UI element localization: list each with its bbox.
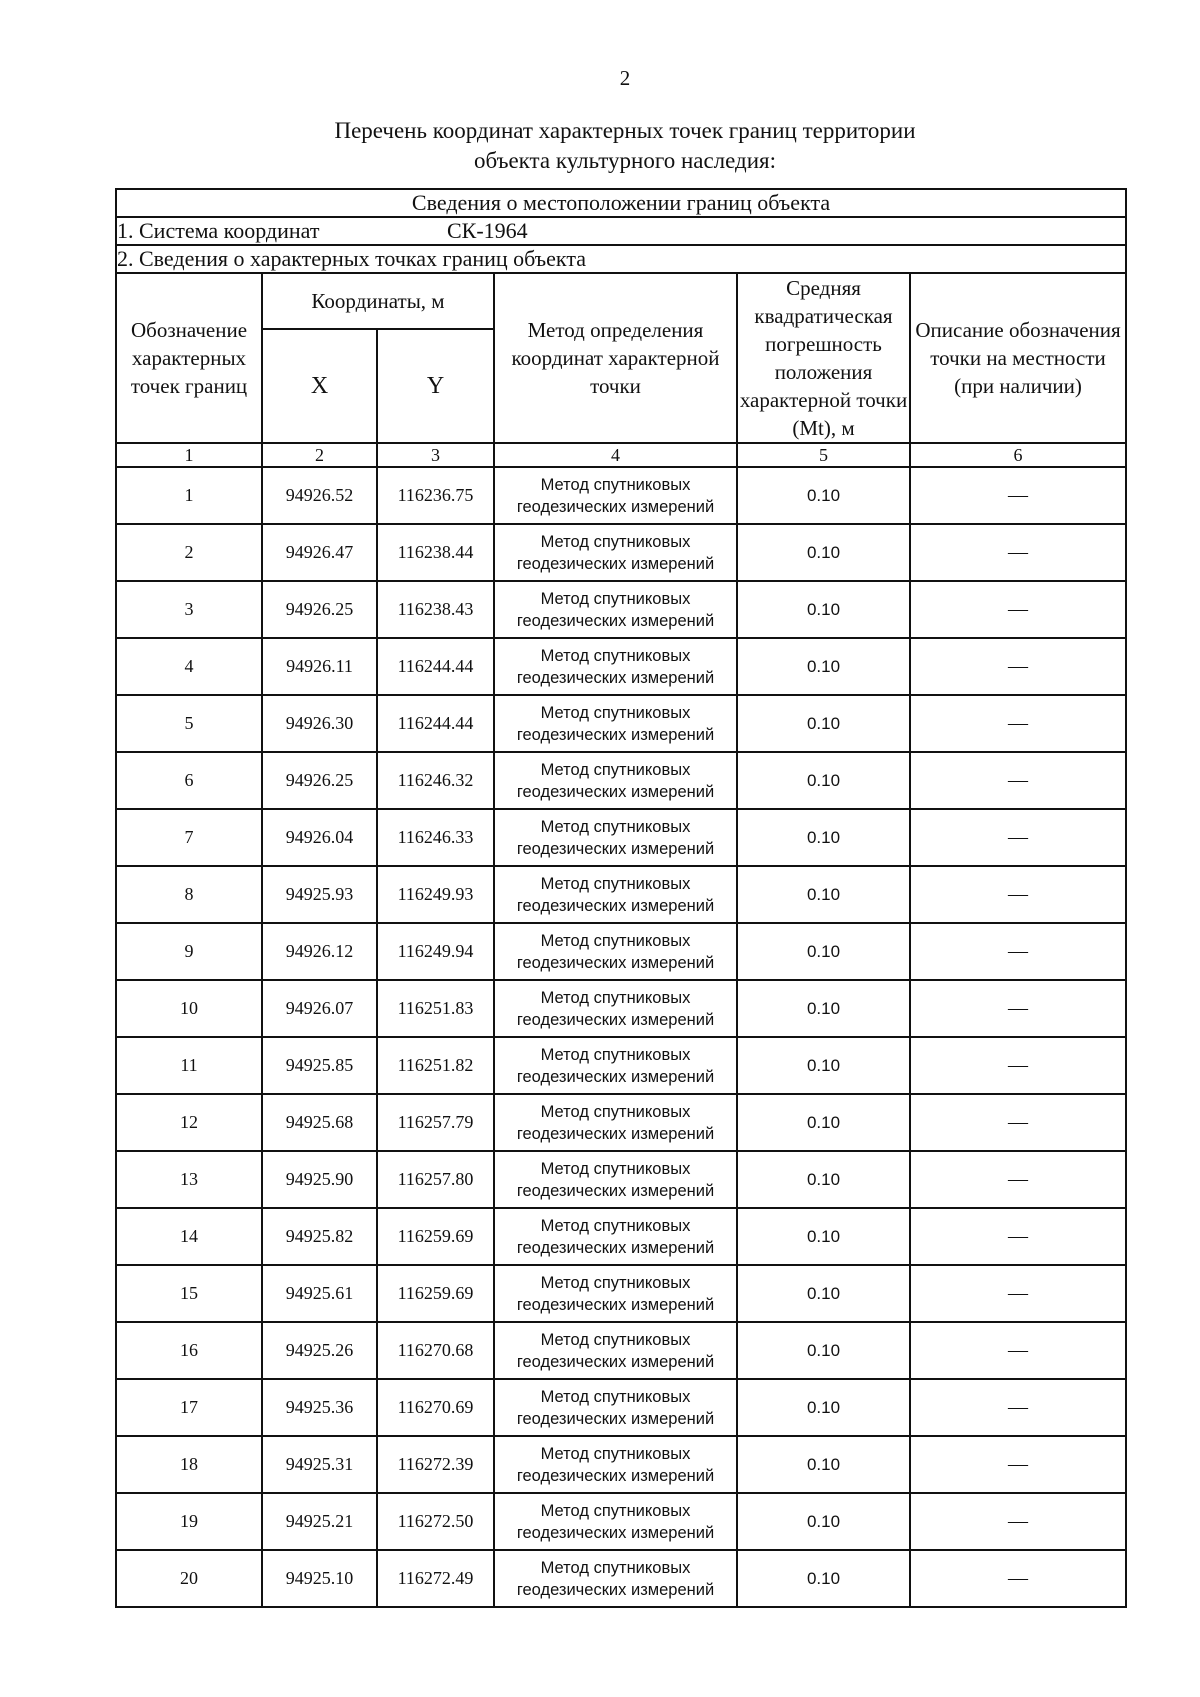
coord-y: 116244.44 xyxy=(377,695,494,752)
method-cell: Метод спутниковых геодезических измерений xyxy=(494,866,737,923)
description-cell: — xyxy=(910,1436,1126,1493)
table-row xyxy=(116,581,1126,638)
coord-x: 94926.04 xyxy=(262,809,377,866)
header-accuracy: Средняя квадратическая погрешность положения характерной точки (Mt), м xyxy=(737,273,910,443)
table-row xyxy=(116,866,1126,923)
column-number: 1 xyxy=(116,443,262,467)
description-cell: — xyxy=(910,980,1126,1037)
description-cell: — xyxy=(910,1208,1126,1265)
coord-y: 116249.94 xyxy=(377,923,494,980)
coord-x: 94925.90 xyxy=(262,1151,377,1208)
description-cell: — xyxy=(910,1550,1126,1607)
point-number: 18 xyxy=(116,1436,262,1493)
coord-x: 94926.11 xyxy=(262,638,377,695)
coord-y: 116270.68 xyxy=(377,1322,494,1379)
description-cell: — xyxy=(910,866,1126,923)
description-cell: — xyxy=(910,695,1126,752)
description-cell: — xyxy=(910,809,1126,866)
point-number: 7 xyxy=(116,809,262,866)
description-cell: — xyxy=(910,1094,1126,1151)
table-row xyxy=(116,809,1126,866)
coord-y: 116270.69 xyxy=(377,1379,494,1436)
method-cell: Метод спутниковых геодезических измерений xyxy=(494,1322,737,1379)
description-cell: — xyxy=(910,524,1126,581)
table-row xyxy=(116,1436,1126,1493)
coord-x: 94925.93 xyxy=(262,866,377,923)
accuracy-cell: 0.10 xyxy=(737,467,910,524)
accuracy-cell: 0.10 xyxy=(737,695,910,752)
accuracy-cell: 0.10 xyxy=(737,524,910,581)
points-section-title: 2. Сведения о характерных точках границ объекта xyxy=(116,245,1126,273)
point-number: 19 xyxy=(116,1493,262,1550)
points-section-row xyxy=(116,245,1126,273)
point-number: 2 xyxy=(116,524,262,581)
point-number: 8 xyxy=(116,866,262,923)
coord-y: 116238.44 xyxy=(377,524,494,581)
coord-y: 116244.44 xyxy=(377,638,494,695)
column-number: 4 xyxy=(494,443,737,467)
coord-y: 116238.43 xyxy=(377,581,494,638)
coord-x: 94925.85 xyxy=(262,1037,377,1094)
table-row xyxy=(116,1151,1126,1208)
method-cell: Метод спутниковых геодезических измерений xyxy=(494,1151,737,1208)
coord-y: 116249.93 xyxy=(377,866,494,923)
table-row xyxy=(116,467,1126,524)
accuracy-cell: 0.10 xyxy=(737,1265,910,1322)
accuracy-cell: 0.10 xyxy=(737,809,910,866)
method-cell: Метод спутниковых геодезических измерений xyxy=(494,752,737,809)
point-number: 5 xyxy=(116,695,262,752)
section-title-row xyxy=(116,189,1126,217)
method-cell: Метод спутниковых геодезических измерений xyxy=(494,1208,737,1265)
coord-y: 116272.50 xyxy=(377,1493,494,1550)
method-cell: Метод спутниковых геодезических измерений xyxy=(494,1037,737,1094)
coord-y: 116251.82 xyxy=(377,1037,494,1094)
document-title xyxy=(0,116,1200,176)
table-row xyxy=(116,1037,1126,1094)
coord-x: 94926.07 xyxy=(262,980,377,1037)
method-cell: Метод спутниковых геодезических измерений xyxy=(494,980,737,1037)
point-number: 10 xyxy=(116,980,262,1037)
page-number: 2 xyxy=(619,66,631,90)
description-cell: — xyxy=(910,1151,1126,1208)
coord-x: 94925.82 xyxy=(262,1208,377,1265)
header-x: X xyxy=(262,329,377,443)
method-cell: Метод спутниковых геодезических измерений xyxy=(494,1379,737,1436)
accuracy-cell: 0.10 xyxy=(737,1094,910,1151)
description-cell: — xyxy=(910,752,1126,809)
description-cell: — xyxy=(910,1379,1126,1436)
header-row-1 xyxy=(116,273,1126,329)
header-y: Y xyxy=(377,329,494,443)
column-number: 6 xyxy=(910,443,1126,467)
description-cell: — xyxy=(910,1493,1126,1550)
coord-x: 94926.30 xyxy=(262,695,377,752)
description-cell: — xyxy=(910,1322,1126,1379)
table-row xyxy=(116,1493,1126,1550)
coord-x: 94926.47 xyxy=(262,524,377,581)
accuracy-cell: 0.10 xyxy=(737,1322,910,1379)
description-cell: — xyxy=(910,467,1126,524)
accuracy-cell: 0.10 xyxy=(737,1379,910,1436)
coord-y: 116236.75 xyxy=(377,467,494,524)
coord-system-row xyxy=(116,217,1126,245)
method-cell: Метод спутниковых геодезических измерений xyxy=(494,467,737,524)
coord-y: 116251.83 xyxy=(377,980,494,1037)
table-row xyxy=(116,1265,1126,1322)
accuracy-cell: 0.10 xyxy=(737,1151,910,1208)
point-number: 16 xyxy=(116,1322,262,1379)
coord-x: 94926.25 xyxy=(262,581,377,638)
accuracy-cell: 0.10 xyxy=(737,1208,910,1265)
table-row xyxy=(116,1379,1126,1436)
method-cell: Метод спутниковых геодезических измерений xyxy=(494,1436,737,1493)
coord-x: 94926.12 xyxy=(262,923,377,980)
coord-x: 94925.31 xyxy=(262,1436,377,1493)
accuracy-cell: 0.10 xyxy=(737,866,910,923)
coord-x: 94925.26 xyxy=(262,1322,377,1379)
point-number: 6 xyxy=(116,752,262,809)
accuracy-cell: 0.10 xyxy=(737,1550,910,1607)
section-title: Сведения о местоположении границ объекта xyxy=(116,189,1126,217)
column-number: 3 xyxy=(377,443,494,467)
accuracy-cell: 0.10 xyxy=(737,1037,910,1094)
accuracy-cell: 0.10 xyxy=(737,1436,910,1493)
description-cell: — xyxy=(910,1265,1126,1322)
coord-x: 94926.52 xyxy=(262,467,377,524)
header-designation: Обозначение характерных точек границ xyxy=(116,273,262,443)
table-row xyxy=(116,923,1126,980)
table-row xyxy=(116,524,1126,581)
point-number: 13 xyxy=(116,1151,262,1208)
method-cell: Метод спутниковых геодезических измерений xyxy=(494,809,737,866)
table-row xyxy=(116,695,1126,752)
coordinates-table xyxy=(115,188,1127,1608)
point-number: 15 xyxy=(116,1265,262,1322)
method-cell: Метод спутниковых геодезических измерений xyxy=(494,1550,737,1607)
description-cell: — xyxy=(910,923,1126,980)
table-row xyxy=(116,980,1126,1037)
accuracy-cell: 0.10 xyxy=(737,980,910,1037)
column-number: 2 xyxy=(262,443,377,467)
coord-y: 116257.79 xyxy=(377,1094,494,1151)
method-cell: Метод спутниковых геодезических измерений xyxy=(494,1493,737,1550)
title-line-2: объекта культурного наследия: xyxy=(473,148,777,173)
method-cell: Метод спутниковых геодезических измерений xyxy=(494,923,737,980)
coord-system-value: СК-1964 xyxy=(447,218,528,243)
coord-y: 116257.80 xyxy=(377,1151,494,1208)
coord-system-label: 1. Система координат xyxy=(117,218,320,243)
header-description: Описание обозначения точки на местности (при наличии) xyxy=(910,273,1126,443)
accuracy-cell: 0.10 xyxy=(737,581,910,638)
method-cell: Метод спутниковых геодезических измерений xyxy=(494,1094,737,1151)
method-cell: Метод спутниковых геодезических измерений xyxy=(494,581,737,638)
method-cell: Метод спутниковых геодезических измерений xyxy=(494,695,737,752)
table-row xyxy=(116,1094,1126,1151)
coord-x: 94925.21 xyxy=(262,1493,377,1550)
point-number: 1 xyxy=(116,467,262,524)
coord-x: 94925.61 xyxy=(262,1265,377,1322)
accuracy-cell: 0.10 xyxy=(737,1493,910,1550)
point-number: 14 xyxy=(116,1208,262,1265)
coord-y: 116272.49 xyxy=(377,1550,494,1607)
table-row xyxy=(116,1322,1126,1379)
description-cell: — xyxy=(910,1037,1126,1094)
table-row xyxy=(116,1208,1126,1265)
coord-y: 116246.32 xyxy=(377,752,494,809)
method-cell: Метод спутниковых геодезических измерений xyxy=(494,638,737,695)
point-number: 11 xyxy=(116,1037,262,1094)
point-number: 17 xyxy=(116,1379,262,1436)
header-coordinates: Координаты, м xyxy=(262,273,494,329)
accuracy-cell: 0.10 xyxy=(737,752,910,809)
column-number: 5 xyxy=(737,443,910,467)
coord-y: 116272.39 xyxy=(377,1436,494,1493)
coord-y: 116259.69 xyxy=(377,1208,494,1265)
point-number: 3 xyxy=(116,581,262,638)
table-row xyxy=(116,752,1126,809)
description-cell: — xyxy=(910,638,1126,695)
point-number: 4 xyxy=(116,638,262,695)
description-cell: — xyxy=(910,581,1126,638)
title-line-1: Перечень координат характерных точек границ территории xyxy=(334,118,916,143)
coord-y: 116259.69 xyxy=(377,1265,494,1322)
method-cell: Метод спутниковых геодезических измерений xyxy=(494,1265,737,1322)
point-number: 20 xyxy=(116,1550,262,1607)
accuracy-cell: 0.10 xyxy=(737,923,910,980)
point-number: 12 xyxy=(116,1094,262,1151)
coord-x: 94926.25 xyxy=(262,752,377,809)
accuracy-cell: 0.10 xyxy=(737,638,910,695)
coord-x: 94925.68 xyxy=(262,1094,377,1151)
coord-x: 94925.36 xyxy=(262,1379,377,1436)
method-cell: Метод спутниковых геодезических измерений xyxy=(494,524,737,581)
table-row xyxy=(116,1550,1126,1607)
coord-x: 94925.10 xyxy=(262,1550,377,1607)
coord-y: 116246.33 xyxy=(377,809,494,866)
point-number: 9 xyxy=(116,923,262,980)
table-row xyxy=(116,638,1126,695)
column-numbers-row xyxy=(116,443,1126,467)
header-method: Метод определения координат характерной точки xyxy=(494,273,737,443)
